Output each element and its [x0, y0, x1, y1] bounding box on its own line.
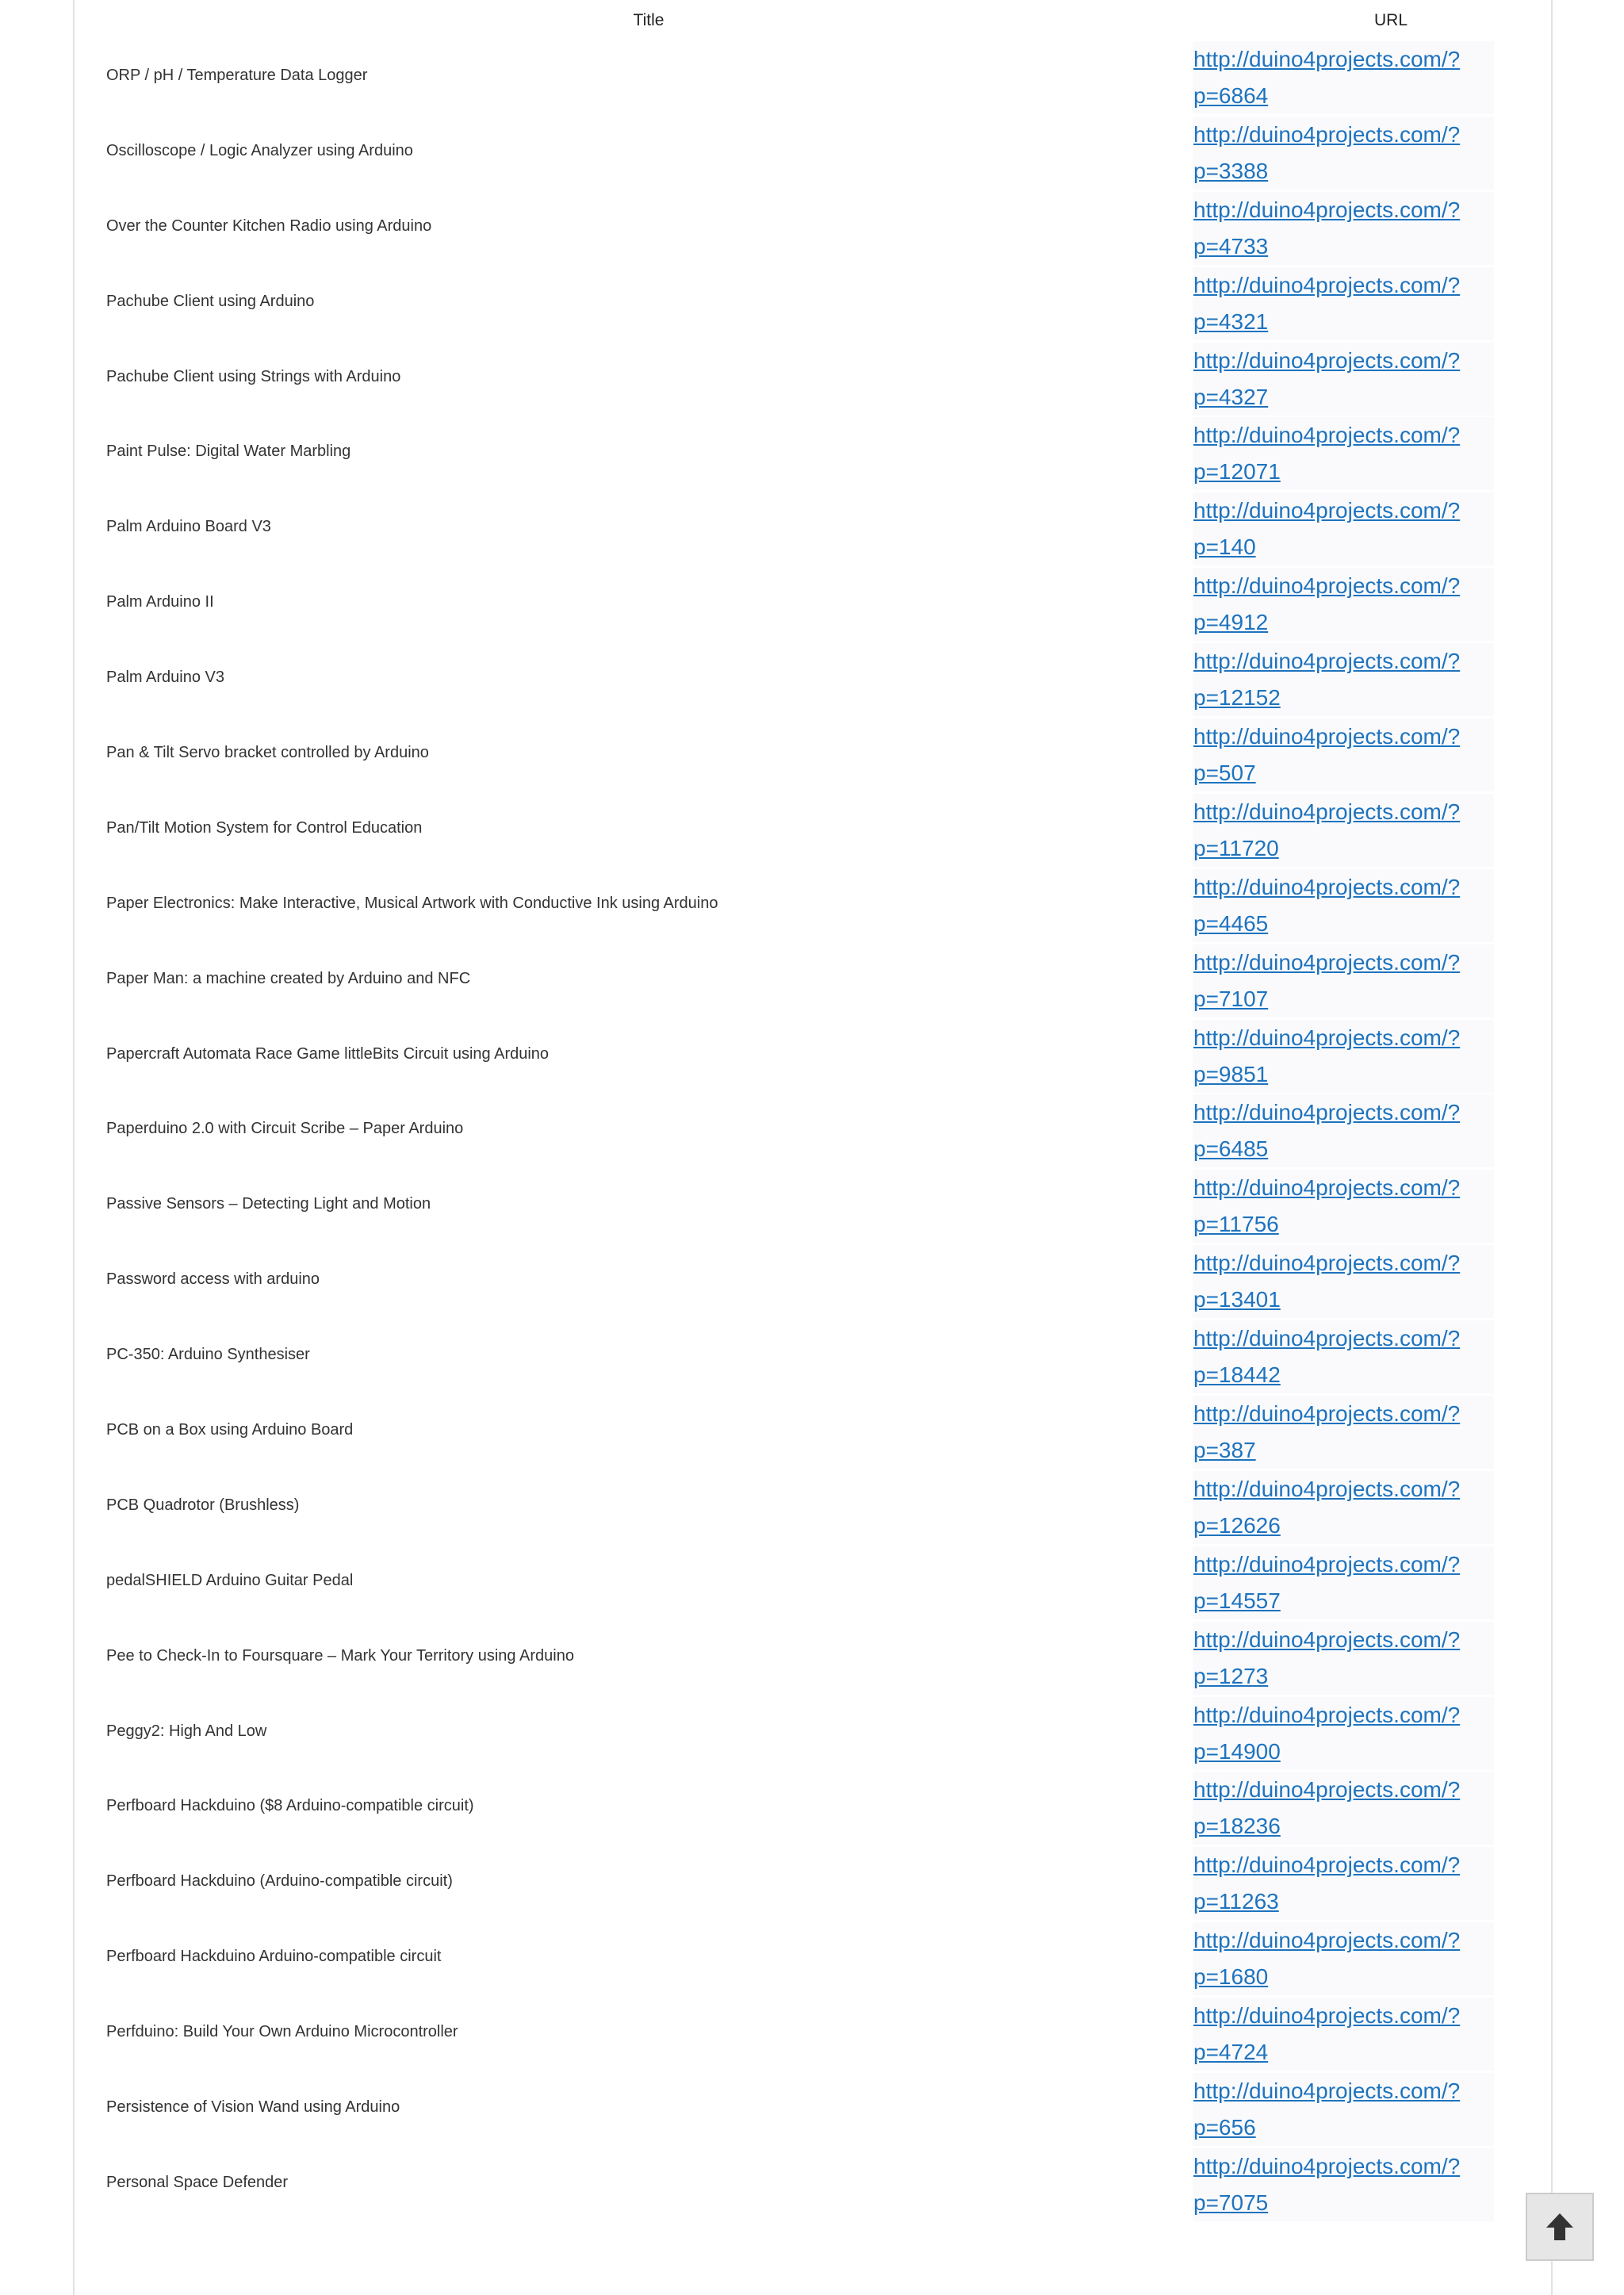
project-title: pedalSHIELD Arduino Guitar Pedal [106, 1571, 354, 1589]
table-row [75, 1096, 1551, 1171]
project-link[interactable]: http://duino4projects.com/?p=18236 [1193, 1777, 1461, 1839]
project-link[interactable]: http://duino4projects.com/?p=11263 [1193, 1852, 1461, 1914]
project-link[interactable]: http://duino4projects.com/?p=4327 [1193, 347, 1461, 409]
project-title: Persistence of Vision Wand using Arduino [106, 2098, 400, 2117]
table-row [75, 1773, 1551, 1849]
table-row [75, 494, 1551, 569]
table-header [75, 0, 1551, 43]
project-link[interactable]: http://duino4projects.com/?p=387 [1193, 1401, 1461, 1463]
url-cell [1193, 267, 1494, 340]
url-cell [1193, 1697, 1494, 1770]
project-link[interactable]: http://duino4projects.com/?p=18442 [1193, 1326, 1461, 1388]
url-cell [1193, 1020, 1494, 1093]
project-title: Palm Arduino II [106, 593, 214, 611]
project-title: Over the Counter Kitchen Radio using Arduino [106, 216, 432, 235]
project-title: Perfboard Hackduino ($8 Arduino-compatible circuit) [106, 1797, 474, 1815]
project-title: Pan & Tilt Servo bracket controlled by Arduino [106, 744, 429, 762]
table-row [75, 1924, 1551, 1999]
table-row [75, 1021, 1551, 1097]
projects-table [75, 43, 1551, 2225]
project-link[interactable]: http://duino4projects.com/?p=7075 [1193, 2153, 1461, 2215]
project-title: Papercraft Automata Race Game littleBits Circuit using Arduino [106, 1044, 550, 1063]
project-link[interactable]: http://duino4projects.com/?p=4733 [1193, 197, 1461, 259]
project-title: Pee to Check-In to Foursquare – Mark Your Territory using Arduino [106, 1646, 574, 1665]
url-cell [1193, 1622, 1494, 1695]
column-header-title: Title [633, 11, 665, 29]
url-cell [1193, 568, 1494, 641]
project-title: ORP / pH / Temperature Data Logger [106, 67, 368, 84]
table-row [75, 193, 1551, 269]
url-cell [1193, 1922, 1494, 1995]
project-link[interactable]: http://duino4projects.com/?p=6485 [1193, 1100, 1461, 1162]
table-row [75, 871, 1551, 946]
table-row [75, 1999, 1551, 2075]
content-panel [73, 0, 1553, 2295]
table-row [75, 720, 1551, 795]
project-link[interactable]: http://duino4projects.com/?p=7107 [1193, 949, 1461, 1011]
project-link[interactable]: http://duino4projects.com/?p=4465 [1193, 874, 1461, 936]
project-title: Perfduino: Build Your Own Arduino Microcontroller [106, 2023, 458, 2041]
project-link[interactable]: http://duino4projects.com/?p=656 [1193, 2079, 1461, 2140]
url-cell [1193, 944, 1494, 1017]
table-row [75, 118, 1551, 193]
table-row [75, 1849, 1551, 1924]
table-row [75, 1699, 1551, 1774]
project-link[interactable]: http://duino4projects.com/?p=11756 [1193, 1175, 1461, 1237]
url-cell [1193, 1546, 1494, 1619]
project-title: Perfboard Hackduino (Arduino-compatible circuit) [106, 1872, 453, 1891]
url-cell [1193, 1772, 1494, 1845]
project-link[interactable]: http://duino4projects.com/?p=9851 [1193, 1025, 1461, 1086]
table-row [75, 269, 1551, 344]
project-link[interactable]: http://duino4projects.com/?p=3388 [1193, 121, 1461, 183]
url-cell [1193, 1471, 1494, 1544]
url-cell [1193, 1320, 1494, 1393]
project-link[interactable]: http://duino4projects.com/?p=1680 [1193, 1928, 1461, 1990]
project-link[interactable]: http://duino4projects.com/?p=4724 [1193, 2003, 1461, 2065]
url-cell [1193, 2073, 1494, 2146]
table-row [75, 1322, 1551, 1397]
project-title: Pan/Tilt Motion System for Control Education [106, 818, 423, 837]
url-cell [1193, 1245, 1494, 1318]
project-title: Paper Man: a machine created by Arduino and NFC [106, 969, 471, 987]
project-title: Pachube Client using Strings with Arduino [106, 367, 401, 385]
url-cell [1193, 1094, 1494, 1167]
project-title: Palm Arduino V3 [106, 669, 224, 687]
url-cell [1193, 41, 1494, 114]
project-title: Paper Electronics: Make Interactive, Musical Artwork with Conductive Ink using Arduino [106, 894, 718, 912]
project-title: Oscilloscope / Logic Analyzer using Arduino [106, 141, 413, 159]
table-row [75, 419, 1551, 494]
project-title: Personal Space Defender [106, 2173, 289, 2191]
url-cell [1193, 417, 1494, 490]
url-cell [1193, 794, 1494, 867]
table-row [75, 2150, 1551, 2225]
project-title: Password access with arduino [106, 1270, 320, 1289]
project-link[interactable]: http://duino4projects.com/?p=12071 [1193, 423, 1461, 485]
project-link[interactable]: http://duino4projects.com/?p=14900 [1193, 1702, 1461, 1764]
project-title: Passive Sensors – Detecting Light and Motion [106, 1195, 431, 1213]
url-cell [1193, 643, 1494, 716]
table-row [75, 1247, 1551, 1322]
url-cell [1193, 343, 1494, 416]
project-title: Perfboard Hackduino Arduino-compatible circuit [106, 1948, 442, 1966]
project-link[interactable]: http://duino4projects.com/?p=6864 [1193, 47, 1461, 108]
project-title: Paperduino 2.0 with Circuit Scribe – Paper Arduino [106, 1120, 464, 1138]
column-header-url: URL [1373, 11, 1408, 29]
table-row [75, 1473, 1551, 1548]
url-cell [1193, 718, 1494, 791]
arrow-up-icon [1545, 2212, 1575, 2242]
table-row [75, 1397, 1551, 1473]
table-row [75, 2075, 1551, 2150]
url-cell [1193, 1396, 1494, 1469]
table-row [75, 344, 1551, 420]
project-link[interactable]: http://duino4projects.com/?p=13401 [1193, 1251, 1461, 1312]
table-row [75, 1623, 1551, 1699]
table-row [75, 1548, 1551, 1623]
url-cell [1193, 1847, 1494, 1920]
table-row [75, 569, 1551, 645]
project-link[interactable]: http://duino4projects.com/?p=12152 [1193, 649, 1461, 711]
url-cell [1193, 1170, 1494, 1243]
project-link[interactable]: http://duino4projects.com/?p=507 [1193, 724, 1461, 786]
project-link[interactable]: http://duino4projects.com/?p=12626 [1193, 1476, 1461, 1538]
table-row [75, 946, 1551, 1021]
project-link[interactable]: http://duino4projects.com/?p=4912 [1193, 573, 1461, 635]
project-title: PCB on a Box using Arduino Board [106, 1421, 354, 1439]
url-cell [1193, 869, 1494, 942]
url-cell [1193, 1998, 1494, 2071]
table-row [75, 645, 1551, 720]
project-title: Paint Pulse: Digital Water Marbling [106, 443, 351, 461]
project-link[interactable]: http://duino4projects.com/?p=11720 [1193, 799, 1461, 860]
project-title: Peggy2: High And Low [106, 1722, 267, 1740]
project-link[interactable]: http://duino4projects.com/?p=1273 [1193, 1626, 1461, 1688]
table-row [75, 1171, 1551, 1247]
project-title: Palm Arduino Board V3 [106, 518, 271, 536]
project-title: PC-350: Arduino Synthesiser [106, 1346, 310, 1364]
url-cell [1193, 492, 1494, 565]
project-link[interactable]: http://duino4projects.com/?p=14557 [1193, 1551, 1461, 1613]
url-cell [1193, 2148, 1494, 2221]
url-cell [1193, 117, 1494, 190]
project-title: Pachube Client using Arduino [106, 292, 315, 310]
url-cell [1193, 192, 1494, 265]
project-title: PCB Quadrotor (Brushless) [106, 1496, 300, 1514]
table-row [75, 795, 1551, 871]
project-link[interactable]: http://duino4projects.com/?p=4321 [1193, 272, 1461, 334]
table-row [75, 43, 1551, 118]
project-link[interactable]: http://duino4projects.com/?p=140 [1193, 498, 1461, 560]
scroll-to-top-button[interactable] [1526, 2193, 1594, 2261]
